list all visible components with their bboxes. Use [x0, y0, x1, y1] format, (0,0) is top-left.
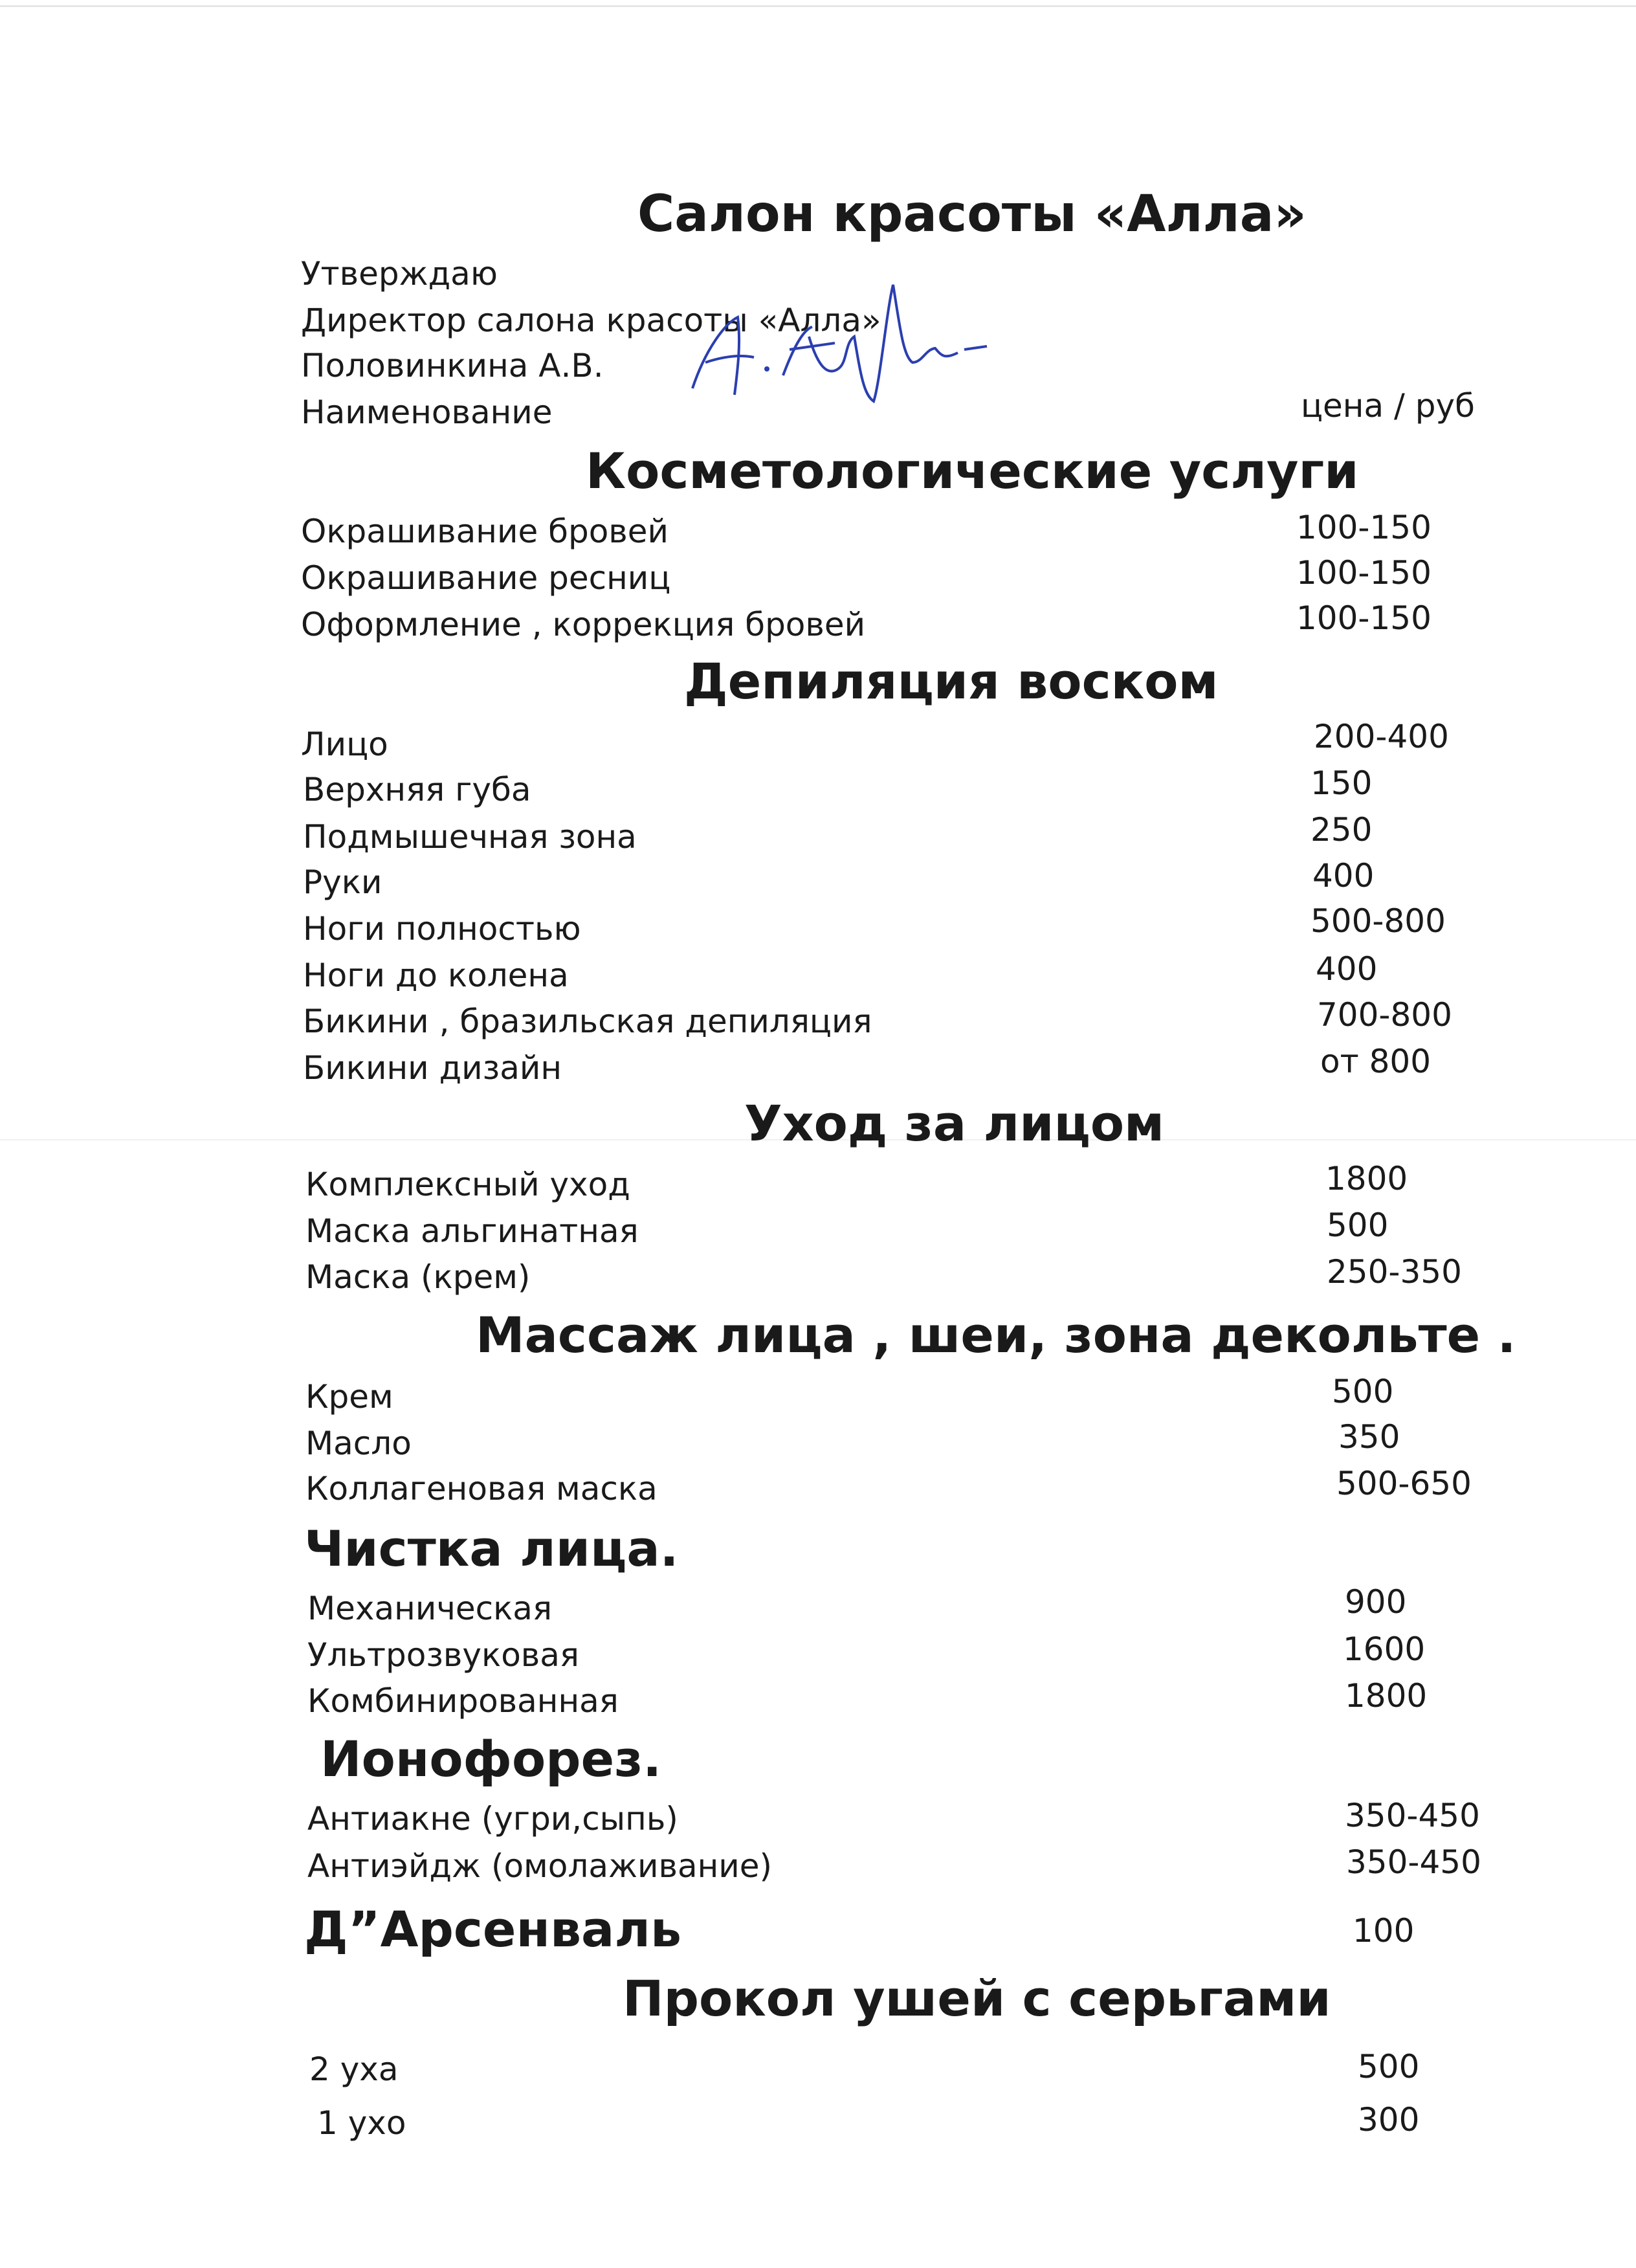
service-name: Лицо	[301, 726, 388, 763]
section-title: Ионофорез.	[320, 1730, 662, 1788]
service-price: 500	[1327, 1206, 1389, 1244]
service-name: Подмышечная зона	[303, 818, 637, 856]
service-name: 1 ухо	[317, 2104, 406, 2142]
service-price: 500-650	[1336, 1465, 1472, 1502]
service-name: Маска альгинатная	[305, 1212, 639, 1250]
service-price: 400	[1312, 857, 1375, 895]
service-name: Антиэйдж (омолаживание)	[307, 1847, 773, 1885]
document-title: Салон красоты «Алла»	[637, 185, 1307, 243]
section-title: Д”Арсенваль	[304, 1900, 682, 1958]
director-signature	[680, 272, 990, 421]
service-name: 2 уха	[309, 2051, 399, 2088]
section-title: Массаж лица , шеи, зона декольте .	[476, 1306, 1516, 1364]
service-name: Бикини , бразильская депиляция	[303, 1003, 872, 1040]
service-price: 100-150	[1296, 599, 1432, 637]
service-name: Механическая	[307, 1590, 553, 1627]
service-price: 100-150	[1296, 509, 1432, 546]
service-name: Бикини дизайн	[303, 1049, 562, 1087]
service-name: Комплексный уход	[305, 1166, 630, 1203]
service-price: 500	[1358, 2048, 1420, 2085]
service-name: Верхняя губа	[303, 771, 531, 808]
approval-line-2: Директор салона красоты «Алла»	[301, 302, 881, 339]
service-price: 900	[1345, 1583, 1407, 1621]
approval-line-1: Утверждаю	[301, 255, 498, 293]
scan-edge	[0, 5, 1636, 7]
section-title: Косметологические услуги	[586, 442, 1359, 500]
service-name: Масло	[305, 1425, 412, 1462]
service-price: 400	[1316, 950, 1378, 988]
service-name: Руки	[303, 863, 382, 901]
price-column-header: цена / руб	[1301, 387, 1475, 425]
service-price: 1600	[1343, 1630, 1426, 1668]
service-name: Коллагеновая маска	[305, 1470, 658, 1507]
section-title: Депиляция воском	[684, 652, 1219, 710]
service-price: 150	[1310, 764, 1373, 802]
service-price: 1800	[1325, 1160, 1408, 1197]
section-title: Прокол ушей с серьгами	[623, 1970, 1331, 2027]
service-price: 200-400	[1314, 718, 1449, 755]
service-price: 350-450	[1346, 1843, 1481, 1881]
approval-line-3: Половинкина А.В.	[301, 347, 604, 384]
service-price: 500	[1332, 1373, 1394, 1410]
service-name: Ультрозвуковая	[307, 1636, 579, 1674]
service-price: 500-800	[1310, 902, 1446, 940]
service-name: Оформление , коррекция бровей	[301, 606, 866, 643]
service-name: Маска (крем)	[305, 1258, 531, 1296]
service-name: Ноги до колена	[303, 957, 569, 994]
service-price: 1800	[1345, 1677, 1428, 1715]
name-column-header: Наименование	[301, 394, 553, 431]
service-name: Окрашивание ресниц	[301, 559, 671, 597]
service-price: 250-350	[1327, 1253, 1462, 1291]
section-title: Чистка лица.	[304, 1520, 679, 1577]
service-price: 350-450	[1345, 1797, 1480, 1834]
service-price: 300	[1358, 2101, 1420, 2139]
service-price: 100-150	[1296, 554, 1432, 592]
service-price: 100	[1353, 1912, 1415, 1950]
service-price: 350	[1338, 1418, 1400, 1456]
service-price: 700-800	[1317, 996, 1452, 1034]
service-price: от 800	[1320, 1043, 1432, 1080]
service-name: Комбинированная	[307, 1682, 619, 1720]
service-name: Окрашивание бровей	[301, 513, 669, 550]
service-name: Ноги полностью	[303, 910, 581, 948]
service-price: 250	[1310, 811, 1373, 849]
section-title: Уход за лицом	[744, 1095, 1165, 1152]
service-name: Крем	[305, 1378, 393, 1416]
service-name: Антиакне (угри,сыпь)	[307, 1800, 678, 1838]
